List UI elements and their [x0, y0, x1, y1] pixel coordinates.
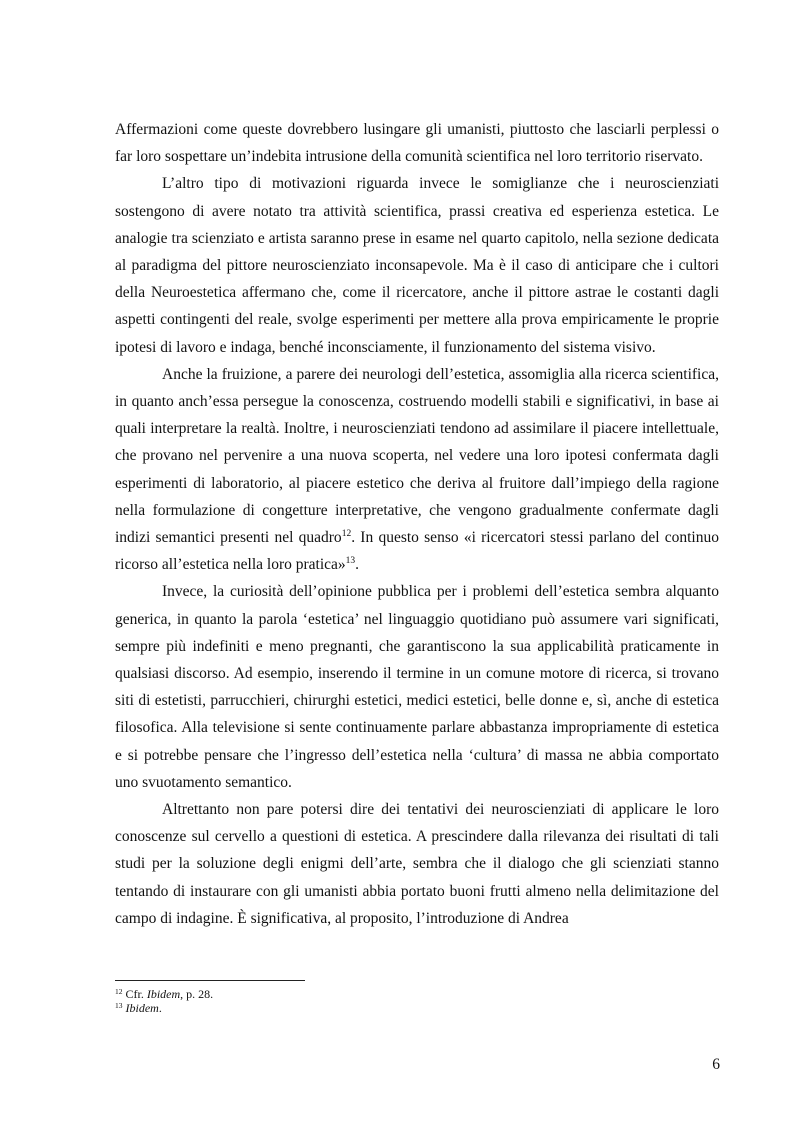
paragraph-text: Anche la fruizione, a parere dei neurologi dell’estetica, assomiglia alla ricerca scientifica, in quanto anch’essa persegue la conoscenza, costruendo modelli stabili e significativi, in base ai quali interpretare la realtà. Inoltre, i neuroscienziati tendono ad assimilare il piacere intellettuale, che provano nel pervenire a una nuova scoperta, nel vedere una loro ipotesi confermata dagli esperimenti di laboratorio, al piacere estetico che deriva al fruitore dall’impiego della ragione nella formulazione di congetture interpretative, che vengono gradualmente confermate dagli indizi semantici presenti nel quadro [115, 365, 719, 547]
paragraph [115, 361, 719, 579]
paragraph-text: . In questo senso «i ricercatori stessi parlano del continuo ricorso all’estetica nella loro pratica» [115, 529, 719, 574]
footnote [115, 987, 719, 1001]
footnote-italic: Ibidem [125, 1001, 159, 1015]
body-text [115, 116, 719, 932]
footnote-number: 13 [115, 1001, 123, 1010]
footnote-divider [115, 980, 305, 981]
footnote-suffix: . [158, 1001, 162, 1015]
footnote-ref[interactable]: 13 [345, 556, 356, 567]
footnote-suffix: , p. 28. [180, 987, 214, 1001]
footnote [115, 1001, 719, 1015]
footnote-number: 12 [115, 987, 123, 996]
page-number: 6 [712, 1056, 720, 1073]
footnotes [115, 987, 719, 1015]
footnote-prefix: Cfr. [125, 987, 147, 1001]
paragraph: Invece, la curiosità dell’opinione pubblica per i problemi dell’estetica sembra alquanto generica, in quanto la parola ‘estetica’ nel linguaggio quotidiano può assumere vari significati, sempre più indefiniti e meno pregnanti, che garantiscono la sua applicabilità praticamente in qualsiasi discorso. Ad esempio, inserendo il termine in un comune motore di ricerca, si trovano siti di estetisti, parrucchieri, chirurghi estetici, medici estetici, belle donne e, sì, anche di estetica filosofica. Alla televisione si sente continuamente parlare abbastanza impropriamente di estetica e si potrebbe pensare che l’ingresso dell’estetica nella ‘cultura’ di massa ne abbia comportato uno svuotamento semantico. [115, 583, 719, 791]
paragraph: Affermazioni come queste dovrebbero lusingare gli umanisti, piuttosto che lasciarli perplessi o far loro sospettare un’indebita intrusione della comunità scientifica nel loro territorio riservato. [115, 121, 719, 166]
footnote-italic: Ibidem [146, 987, 181, 1001]
footnote-ref[interactable]: 12 [341, 529, 352, 540]
paragraph-text: . [355, 556, 360, 574]
paragraph: L’altro tipo di motivazioni riguarda invece le somiglianze che i neuroscienziati sostengono di avere notato tra attività scientifica, prassi creativa ed esperienza estetica. Le analogie tra scienziato e artista saranno prese in esame nel quarto capitolo, nella sezione dedicata al paradigma del pittore neuroscienziato inconsapevole. Ma è il caso di anticipare che i cultori della Neuroestetica affermano che, come il ricercatore, anche il pittore astrae le costanti dagli aspetti contingenti del reale, svolge esperimenti per mettere alla prova empiricamente le proprie ipotesi di lavoro e indaga, benché inconsciamente, il funzionamento del sistema visivo. [115, 175, 719, 356]
paragraph: Altrettanto non pare potersi dire dei tentativi dei neuroscienziati di applicare le loro conoscenze sul cervello a questioni di estetica. A prescindere dalla rilevanza dei risultati di tali studi per la soluzione degli enigmi dell’arte, sembra che il dialogo che gli scienziati stanno tentando di instaurare con gli umanisti abbia portato buoni frutti almeno nella delimitazione del campo di indagine. È significativa, al proposito, l’introduzione di Andrea [115, 801, 719, 927]
